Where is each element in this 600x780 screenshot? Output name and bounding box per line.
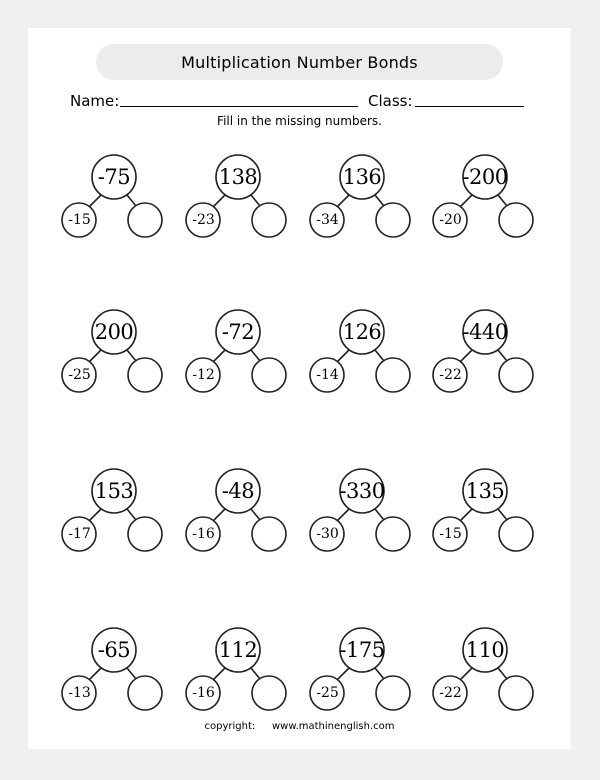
footer-website: www.mathinenglish.com [271, 721, 395, 732]
number-bond [183, 150, 287, 242]
number-bond [307, 305, 411, 397]
bond-factor: -22 [439, 685, 462, 701]
bond-factor: -12 [192, 367, 215, 383]
number-bond [430, 464, 534, 556]
bond-factor: -13 [68, 685, 91, 701]
name-blank[interactable] [120, 106, 358, 107]
bond-factor: -30 [316, 526, 339, 542]
bond-total: -330 [339, 479, 385, 503]
number-bond [59, 623, 163, 715]
right-circle[interactable] [128, 676, 162, 710]
name-label: Name: [70, 92, 120, 110]
bond-total: 112 [218, 638, 258, 662]
right-circle[interactable] [499, 517, 533, 551]
bond-total: -48 [221, 479, 255, 503]
right-circle[interactable] [376, 676, 410, 710]
bond-total: 138 [218, 165, 258, 189]
bond-factor: -15 [439, 526, 462, 542]
number-bond [183, 623, 287, 715]
right-circle[interactable] [499, 358, 533, 392]
number-bond [307, 150, 411, 242]
bond-factor: -14 [316, 367, 339, 383]
worksheet-page [28, 28, 571, 749]
bond-factor: -15 [68, 212, 91, 228]
number-bond [59, 464, 163, 556]
number-bond [307, 623, 411, 715]
number-bond [183, 464, 287, 556]
worksheet-title: Multiplication Number Bonds [96, 44, 503, 80]
bond-total: 126 [342, 320, 382, 344]
number-bond [59, 305, 163, 397]
bond-factor: -16 [192, 526, 215, 542]
footer [28, 721, 571, 732]
right-circle[interactable] [252, 358, 286, 392]
right-circle[interactable] [499, 203, 533, 237]
bond-total: -175 [339, 638, 385, 662]
number-bond [430, 305, 534, 397]
footer-copyright: copyright: [204, 721, 256, 732]
bond-total: -72 [221, 320, 255, 344]
right-circle[interactable] [499, 676, 533, 710]
number-bond [430, 150, 534, 242]
bond-total: -65 [97, 638, 131, 662]
bond-factor: -25 [68, 367, 91, 383]
right-circle[interactable] [252, 676, 286, 710]
bond-factor: -34 [316, 212, 339, 228]
right-circle[interactable] [376, 358, 410, 392]
bond-factor: -22 [439, 367, 462, 383]
right-circle[interactable] [252, 517, 286, 551]
bond-factor: -20 [439, 212, 462, 228]
bond-total: 135 [465, 479, 505, 503]
bond-total: -200 [462, 165, 508, 189]
bond-factor: -17 [68, 526, 91, 542]
bond-total: -440 [462, 320, 508, 344]
number-bond [183, 305, 287, 397]
number-bond [307, 464, 411, 556]
bond-factor: -23 [192, 212, 215, 228]
right-circle[interactable] [376, 203, 410, 237]
bond-total: 110 [465, 638, 505, 662]
bond-total: -75 [97, 165, 131, 189]
instruction-text: Fill in the missing numbers. [217, 114, 382, 128]
right-circle[interactable] [128, 203, 162, 237]
number-bond [430, 623, 534, 715]
bond-total: 200 [94, 320, 134, 344]
number-bond [59, 150, 163, 242]
bond-factor: -25 [316, 685, 339, 701]
class-label: Class: [368, 92, 413, 110]
right-circle[interactable] [252, 203, 286, 237]
right-circle[interactable] [376, 517, 410, 551]
bond-total: 136 [342, 165, 382, 189]
bond-total: 153 [94, 479, 134, 503]
right-circle[interactable] [128, 358, 162, 392]
class-blank[interactable] [415, 106, 524, 107]
bond-factor: -16 [192, 685, 215, 701]
right-circle[interactable] [128, 517, 162, 551]
